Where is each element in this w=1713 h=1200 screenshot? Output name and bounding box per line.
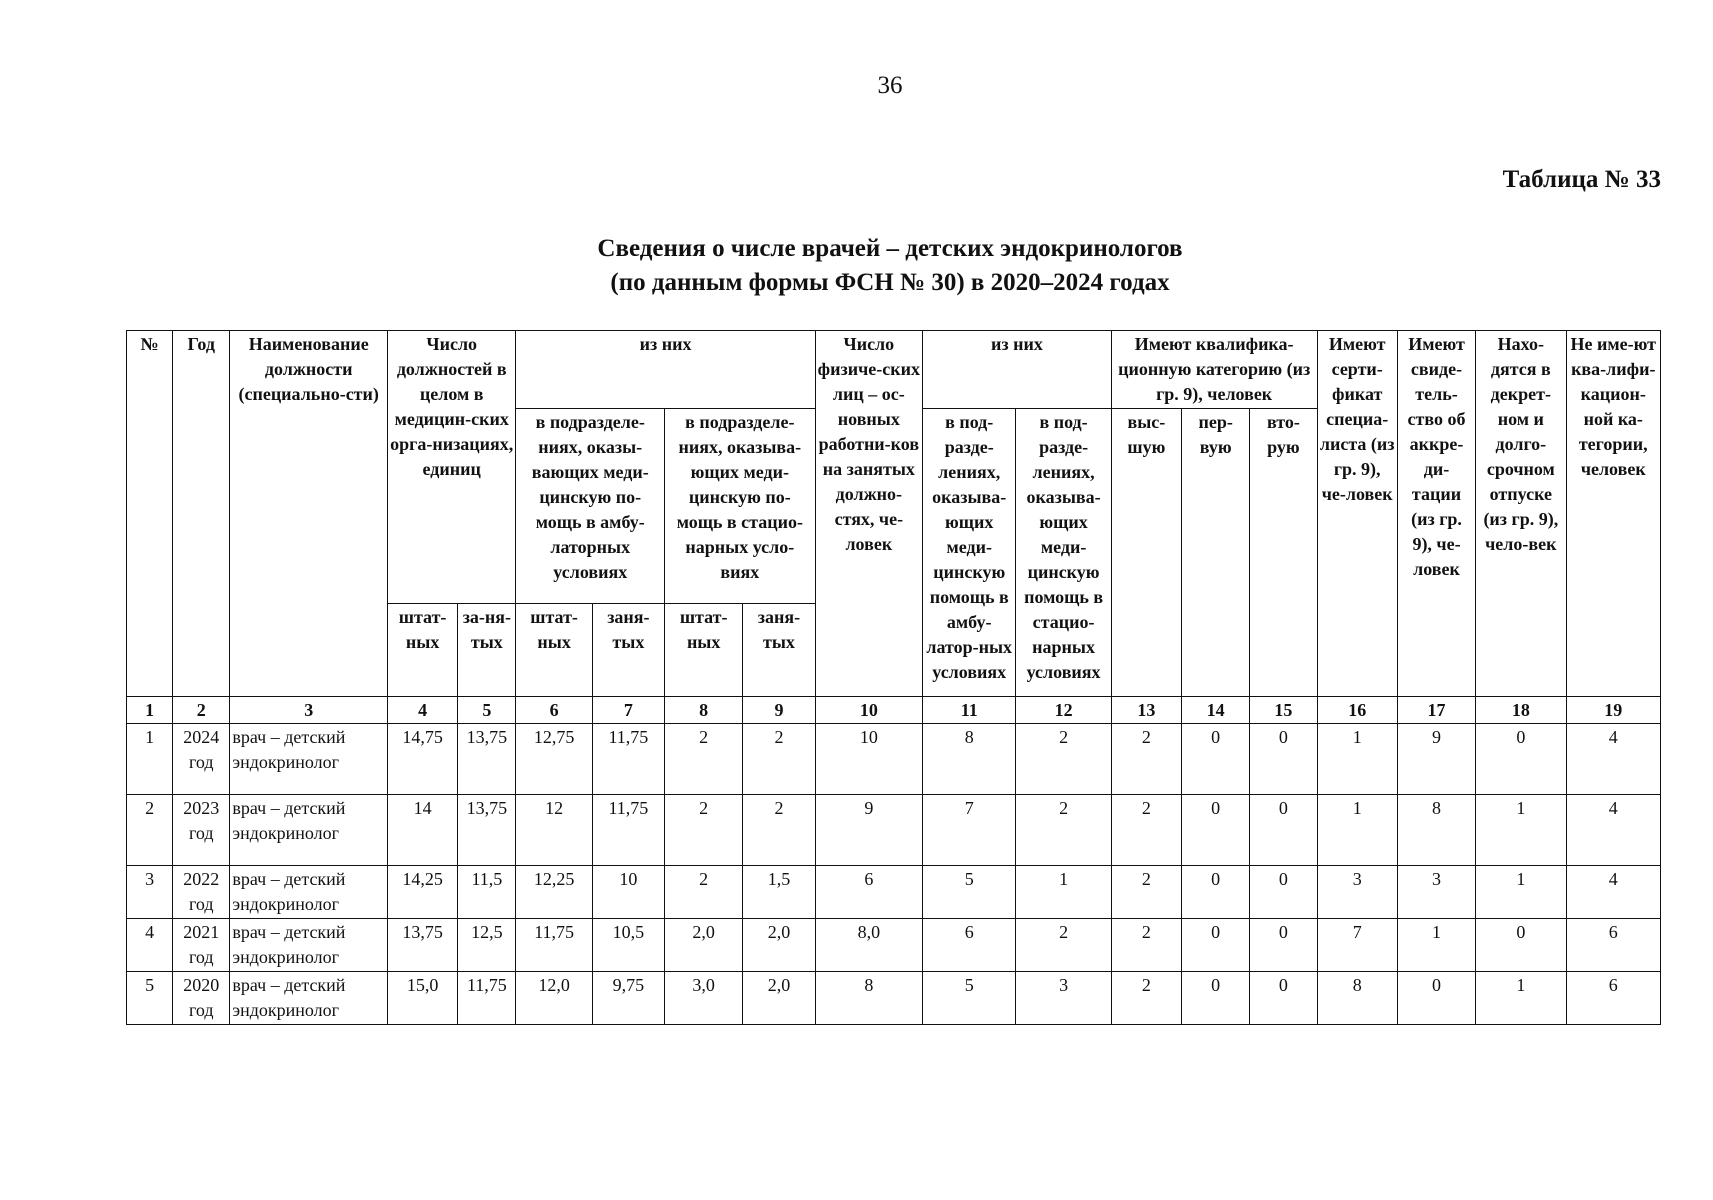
header-staff-amb: штат-ных	[516, 604, 592, 697]
header-of-them-1: из них	[516, 331, 815, 409]
cell-value: 1	[1317, 724, 1397, 795]
cell-position: врач – детский эндокринолог	[230, 724, 388, 795]
header-staff: штат-ных	[387, 604, 457, 697]
cell-value: 14,25	[387, 866, 457, 919]
column-number: 5	[458, 697, 516, 724]
column-number: 8	[665, 697, 743, 724]
column-number-row	[127, 697, 1661, 724]
header-first: пер-вую	[1182, 409, 1250, 697]
cell-value: 10	[592, 866, 664, 919]
cell-no: 1	[127, 724, 173, 795]
table-body	[127, 724, 1661, 1025]
table-row	[127, 866, 1661, 919]
header-year: Год	[173, 331, 230, 697]
header-occupied-amb: заня-тых	[592, 604, 664, 697]
header-phys-amb: в под-разде-лениях, оказыва-ющих меди-цинскую помощь в амбу-латор-ных условиях	[923, 409, 1016, 697]
table-row	[127, 795, 1661, 866]
column-number: 11	[923, 697, 1016, 724]
cell-year: 2020 год	[173, 972, 230, 1025]
cell-value: 12,5	[458, 919, 516, 972]
cell-value: 8	[1397, 795, 1475, 866]
cell-no: 4	[127, 919, 173, 972]
cell-value: 6	[1566, 972, 1661, 1025]
cell-value: 14,75	[387, 724, 457, 795]
header-occupied-stat: заня-тых	[743, 604, 815, 697]
cell-value: 2	[1016, 919, 1111, 972]
cell-value: 4	[1566, 795, 1661, 866]
column-number: 6	[516, 697, 592, 724]
header-physical-text: Число физиче-ских лиц – ос-новных работни-ков на занятых должно-стях, че-ловек	[817, 334, 920, 554]
cell-value: 4	[1566, 866, 1661, 919]
column-number: 15	[1250, 697, 1317, 724]
column-number: 14	[1182, 697, 1250, 724]
column-number: 10	[815, 697, 922, 724]
column-number: 7	[592, 697, 664, 724]
cell-value: 13,75	[458, 795, 516, 866]
cell-value: 12,75	[516, 724, 592, 795]
cell-value: 13,75	[387, 919, 457, 972]
cell-value: 11,75	[516, 919, 592, 972]
column-number: 2	[173, 697, 230, 724]
header-phys-stat: в под-разде-лениях, оказыва-ющих меди-цинскую помощь в стацио-нарных условиях	[1016, 409, 1111, 697]
cell-value: 1	[1476, 866, 1566, 919]
cell-no: 5	[127, 972, 173, 1025]
cell-value: 1	[1476, 795, 1566, 866]
header-leave: Нахо-дятся в декрет-ном и долго-срочном отпуске (из гр. 9), чело-век	[1476, 331, 1566, 697]
cell-value: 14	[387, 795, 457, 866]
column-number: 9	[743, 697, 815, 724]
cell-no: 2	[127, 795, 173, 866]
cell-value: 3	[1317, 866, 1397, 919]
cell-value: 12,25	[516, 866, 592, 919]
cell-year: 2024 год	[173, 724, 230, 795]
cell-value: 2	[1016, 795, 1111, 866]
cell-position: врач – детский эндокринолог	[230, 972, 388, 1025]
cell-position: врач – детский эндокринолог	[230, 795, 388, 866]
cell-value: 8	[815, 972, 922, 1025]
table-row	[127, 724, 1661, 795]
cell-value: 0	[1250, 795, 1317, 866]
column-number: 16	[1317, 697, 1397, 724]
cell-value: 9	[1397, 724, 1475, 795]
cell-year: 2023 год	[173, 795, 230, 866]
cell-value: 2	[1016, 724, 1111, 795]
cell-value: 1	[1016, 866, 1111, 919]
cell-value: 2	[1111, 866, 1181, 919]
cell-value: 0	[1182, 724, 1250, 795]
header-positions-total-text: Число должностей в целом в медицин-ских орга-низациях, единиц	[390, 334, 514, 479]
cell-value: 2	[743, 724, 815, 795]
cell-value: 0	[1250, 866, 1317, 919]
cell-value: 3	[1016, 972, 1111, 1025]
cell-value: 5	[923, 972, 1016, 1025]
cell-value: 2	[665, 795, 743, 866]
cell-value: 0	[1250, 724, 1317, 795]
cell-value: 1	[1397, 919, 1475, 972]
cell-value: 2	[1111, 919, 1181, 972]
cell-value: 2	[1111, 795, 1181, 866]
header-highest: выс-шую	[1111, 409, 1181, 697]
cell-value: 0	[1250, 972, 1317, 1025]
table-title	[0, 232, 1713, 300]
cell-position: врач – детский эндокринолог	[230, 866, 388, 919]
table-row	[127, 919, 1661, 972]
header-second: вто-рую	[1250, 409, 1317, 697]
cell-value: 2	[665, 724, 743, 795]
cell-value: 0	[1250, 919, 1317, 972]
cell-value: 7	[1317, 919, 1397, 972]
cell-value: 3,0	[665, 972, 743, 1025]
header-staff-stat: штат-ных	[665, 604, 743, 697]
header-amb: в подразделе-ниях, оказы-вающих меди-цинскую по-мощь в амбу-латорных условиях	[516, 409, 665, 604]
header-stat: в подразделе-ниях, оказыва-ющих меди-цинскую по-мощь в стацио-нарных усло-виях	[665, 409, 816, 604]
header-accreditation: Имеют свиде-тель-ство об аккре-ди-тации (из гр. 9), че-ловек	[1397, 331, 1475, 697]
cell-value: 8,0	[815, 919, 922, 972]
cell-value: 6	[923, 919, 1016, 972]
header-of-them-2: из них	[923, 331, 1112, 409]
cell-value: 10,5	[592, 919, 664, 972]
header-physical	[815, 331, 922, 697]
cell-value: 2	[1111, 724, 1181, 795]
cell-year: 2021 год	[173, 919, 230, 972]
cell-value: 9,75	[592, 972, 664, 1025]
page-number: 36	[877, 72, 903, 99]
header-position-text: Наименование должности (специально-сти)	[238, 334, 379, 404]
cell-value: 2	[1111, 972, 1181, 1025]
header-no: №	[127, 331, 173, 697]
cell-value: 4	[1566, 724, 1661, 795]
cell-value: 0	[1476, 919, 1566, 972]
cell-no: 3	[127, 866, 173, 919]
cell-value: 2,0	[743, 972, 815, 1025]
cell-value: 11,75	[592, 795, 664, 866]
column-number: 12	[1016, 697, 1111, 724]
cell-value: 1,5	[743, 866, 815, 919]
cell-value: 13,75	[458, 724, 516, 795]
cell-value: 0	[1182, 866, 1250, 919]
cell-value: 1	[1317, 795, 1397, 866]
cell-value: 2,0	[743, 919, 815, 972]
header-position	[230, 331, 388, 697]
column-number: 19	[1566, 697, 1661, 724]
header-no-qual: Не име-ют ква-лифи-кацион-ной ка-тегории, человек	[1566, 331, 1661, 697]
table-title-line-2: (по данным формы ФСН № 30) в 2020–2024 годах	[610, 269, 1170, 296]
column-number: 13	[1111, 697, 1181, 724]
cell-value: 15,0	[387, 972, 457, 1025]
cell-value: 0	[1397, 972, 1475, 1025]
cell-value: 2	[743, 795, 815, 866]
cell-value: 11,5	[458, 866, 516, 919]
cell-value: 2	[665, 866, 743, 919]
cell-value: 5	[923, 866, 1016, 919]
cell-value: 11,75	[458, 972, 516, 1025]
header-positions-total	[387, 331, 515, 604]
cell-value: 10	[815, 724, 922, 795]
column-number: 4	[387, 697, 457, 724]
cell-value: 1	[1476, 972, 1566, 1025]
cell-value: 8	[1317, 972, 1397, 1025]
header-occupied: за-ня-тых	[458, 604, 516, 697]
cell-position: врач – детский эндокринолог	[230, 919, 388, 972]
cell-value: 0	[1182, 795, 1250, 866]
cell-value: 2,0	[665, 919, 743, 972]
cell-value: 6	[1566, 919, 1661, 972]
cell-value: 8	[923, 724, 1016, 795]
cell-year: 2022 год	[173, 866, 230, 919]
cell-value: 0	[1476, 724, 1566, 795]
cell-value: 3	[1397, 866, 1475, 919]
column-number: 1	[127, 697, 173, 724]
column-number: 17	[1397, 697, 1475, 724]
header-qual-cat: Имеют квалифика-ционную категорию (из гр. 9), человек	[1111, 331, 1317, 409]
cell-value: 12	[516, 795, 592, 866]
cell-value: 0	[1182, 972, 1250, 1025]
column-number: 18	[1476, 697, 1566, 724]
table-row	[127, 972, 1661, 1025]
cell-value: 0	[1182, 919, 1250, 972]
cell-value: 12,0	[516, 972, 592, 1025]
table-title-line-1: Сведения о числе врачей – детских эндокринологов	[597, 235, 1183, 262]
cell-value: 11,75	[592, 724, 664, 795]
doctors-table	[126, 330, 1661, 1025]
table-number: Таблица № 33	[1502, 166, 1661, 193]
table-header	[127, 331, 1661, 724]
cell-value: 6	[815, 866, 922, 919]
cell-value: 7	[923, 795, 1016, 866]
cell-value: 9	[815, 795, 922, 866]
column-number: 3	[230, 697, 388, 724]
header-certificate: Имеют серти-фикат специа-листа (из гр. 9), че-ловек	[1317, 331, 1397, 697]
